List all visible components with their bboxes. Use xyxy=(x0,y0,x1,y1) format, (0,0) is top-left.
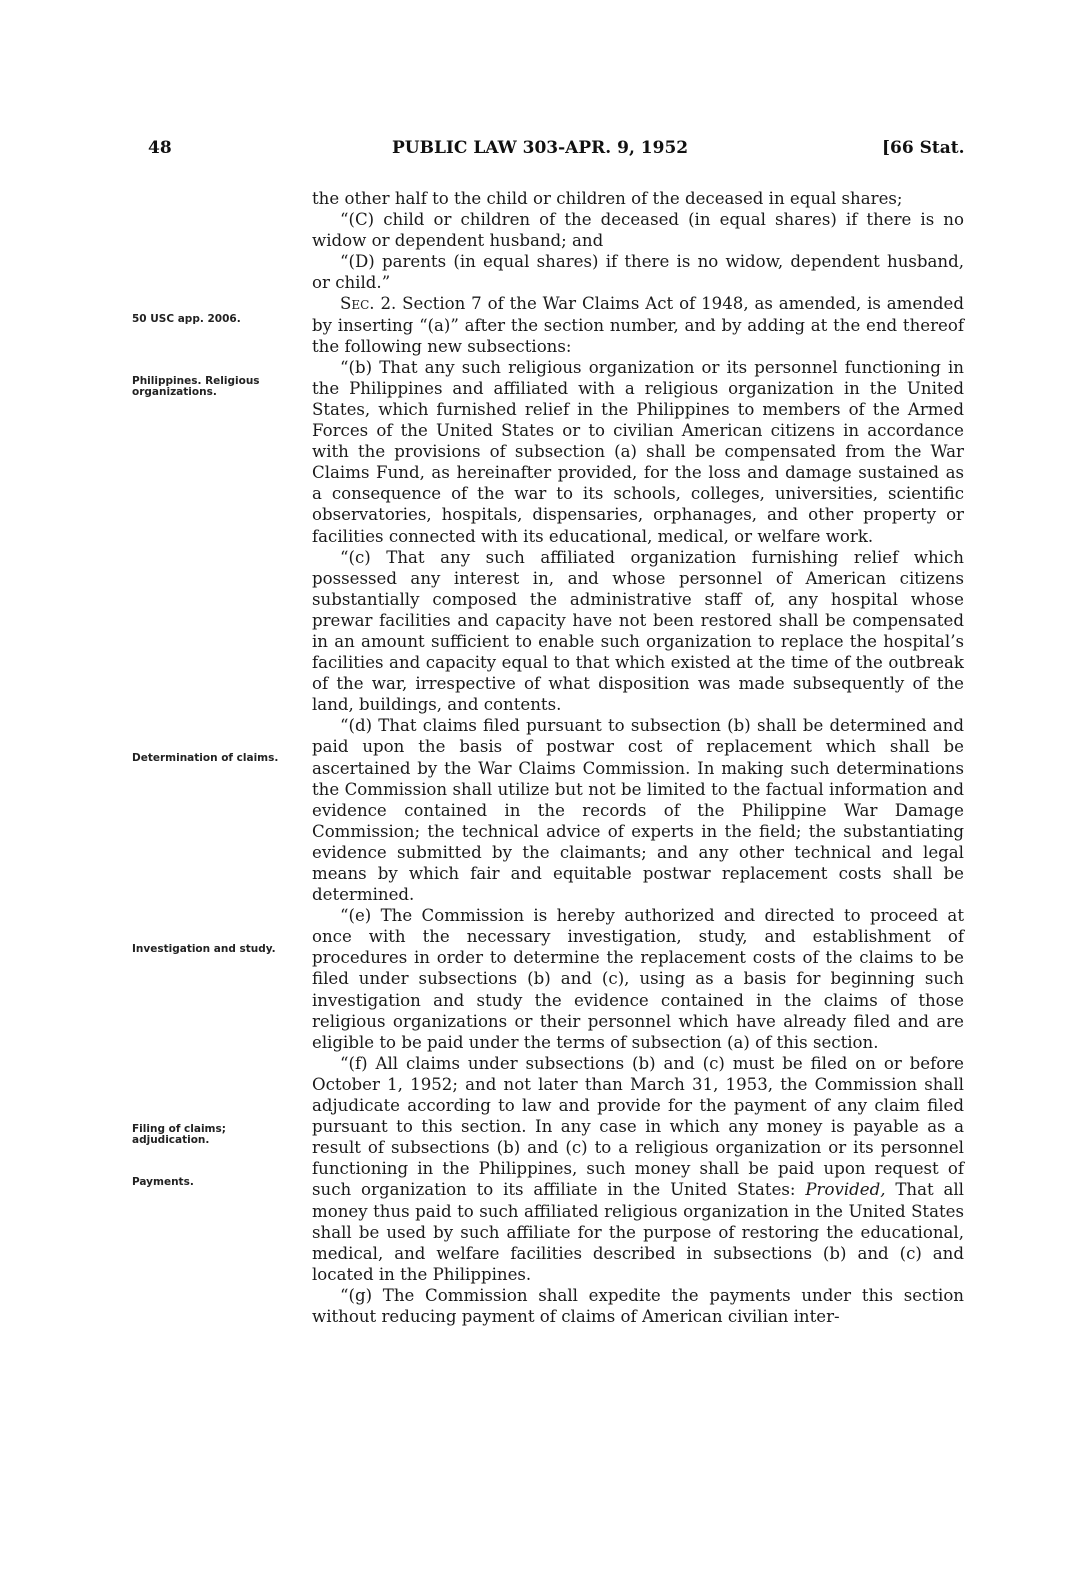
margin-note-investigation: Investigation and study. xyxy=(132,943,276,955)
subsection-g: “(g) The Commission shall expedite the payments under this section without reducing payment of claims of American civilian inter- xyxy=(312,1285,964,1326)
page-header xyxy=(0,138,1070,166)
margin-note-filing: Filing of claims; adjudication. xyxy=(132,1123,226,1146)
paragraph-continuation: the other half to the child or children of the deceased in equal shares; xyxy=(312,189,903,208)
subsection-b: “(b) That any such religious organization or its personnel functioning in the Philippines and affiliated with a religious organization in the United States, which furnished relief in the Philippines to members of the Armed Forces of the United States or to civilian American citizens in accordance with the provisions of subsection (a) shall be compensated from the War Claims Fund, as hereinafter provided, for the loss and damage sustained as a consequence of the war to its schools, colleges, universities, scientific observatories, hospitals, dispensaries, orphanages, and other property or facilities connected with its educational, medical, or welfare work. xyxy=(312,357,964,546)
subsection-e: “(e) The Commission is hereby authorized and directed to proceed at once with the necessary investigation, study, and establishment of procedures in order to determine the replacement costs of the claims to be filed under subsections (b) and (c), using as a basis for beginning such investigation and study the evidence contained in the claims of those religious organizations or their personnel which have already filed and are eligible to be paid under the terms of subsection (a) of this section. xyxy=(312,906,964,1052)
running-title: PUBLIC LAW 303-APR. 9, 1952 xyxy=(392,138,689,158)
body-text xyxy=(312,188,964,1327)
section-label: Sec. 2. xyxy=(340,294,397,314)
subsection-f xyxy=(312,1053,964,1285)
margin-note-usc: 50 USC app. 2006. xyxy=(132,313,241,325)
page-number: 48 xyxy=(148,138,172,158)
subsection-c: “(c) That any such affiliated organization furnishing relief which possessed any interest in, and whose personnel of American citizens substantially composed the administrative staff of, any hospital whose prewar facilities and capacity have not been restored shall be compensated in an amount sufficient to enable such organization to replace the hospital’s facilities and capacity equal to that which existed at the time of the outbreak of the war, irrespective of what disposition was made subsequently of the land, buildings, and contents. xyxy=(312,547,964,715)
paragraph-c: “(C) child or children of the deceased (in equal shares) if there is no widow or dependent husband; and xyxy=(312,210,964,251)
paragraph-sec-2 xyxy=(312,293,964,356)
subsection-f-proviso: That all money thus paid to such affiliated religious organization in the United States shall be used by such affiliate for the purpose of restoring the educational, medical, and welfare facilities described in subsections (b) and (c) and located in the Philippines. xyxy=(312,1180,964,1284)
margin-note-payments: Payments. xyxy=(132,1176,194,1188)
subsection-d: “(d) That claims filed pursuant to subsection (b) shall be determined and paid upon the basis of postwar cost of replacement which shall be ascertained by the War Claims Commission. In making such determinations the Commission shall utilize but not be limited to the factual information and evidence contained in the records of the Philippine War Damage Commission; the technical advice of experts in the field; the substantiating evidence submitted by the claimants; and any other technical and legal means by which fair and equitable postwar replacement costs shall be determined. xyxy=(312,716,964,905)
margin-note-determination: Determination of claims. xyxy=(132,752,279,764)
margin-note-philippines: Philippines. Religious organizations. xyxy=(132,375,260,398)
section-2-text: Section 7 of the War Claims Act of 1948, as amended, is amended by inserting “(a)” after the section number, and by adding at the end thereof the following new subsections: xyxy=(312,294,964,356)
paragraph-d: “(D) parents (in equal shares) if there is no widow, dependent husband, or child.” xyxy=(312,252,964,293)
statute-reference: [66 Stat. xyxy=(882,138,965,158)
provided-word: Provided, xyxy=(805,1180,886,1200)
subsection-f-text: “(f) All claims under subsections (b) and (c) must be filed on or before October 1, 1952; and not later than March 31, 1953, the Commission shall adjudicate according to law and provide for the payment of any claim filed pursuant to this section. In any case in which any money is payable as a result of subsections (b) and (c) to a religious organization or its personnel functioning in the Philippines, such money shall be paid upon request of such organization to its affiliate in the United States: xyxy=(312,1053,964,1200)
